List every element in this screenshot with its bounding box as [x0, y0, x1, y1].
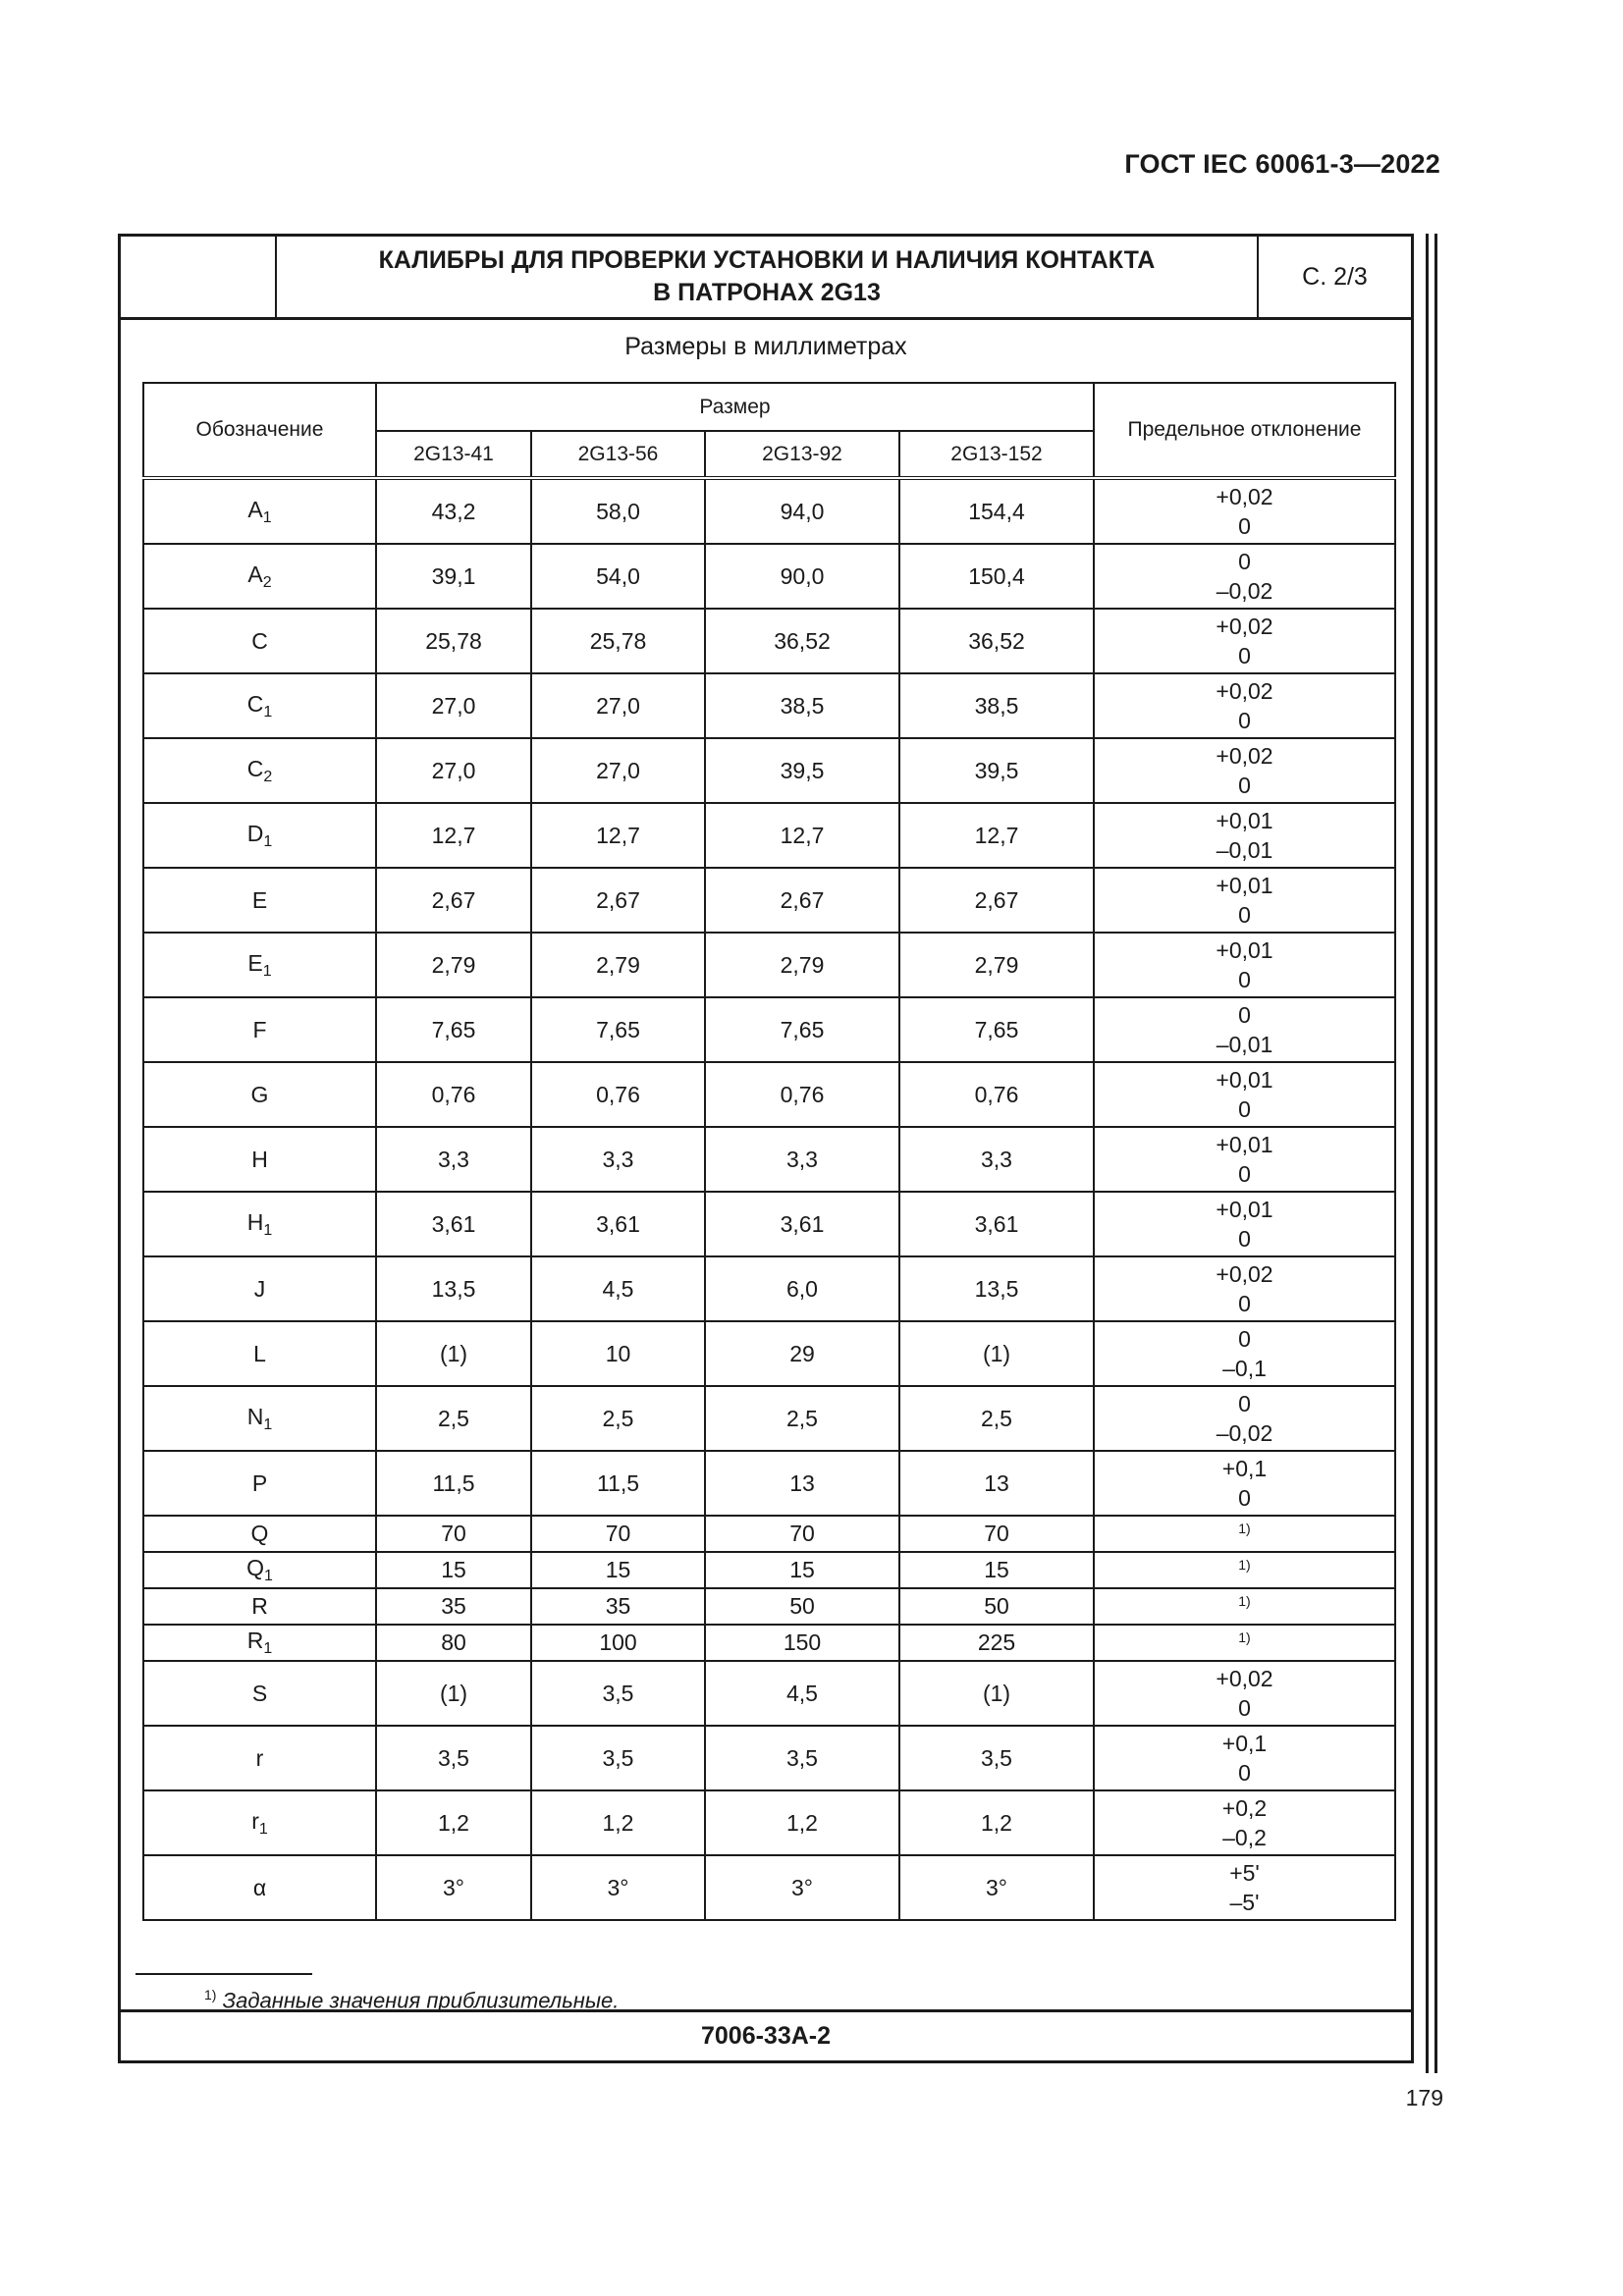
header-blank-cell [121, 237, 277, 317]
table-row [143, 1661, 1395, 1726]
size-value: 15 [705, 1552, 899, 1588]
size-value: 4,5 [531, 1256, 705, 1321]
size-value: 25,78 [376, 609, 531, 673]
tolerance-lower: 0 [1238, 708, 1251, 733]
tolerance [1094, 803, 1395, 868]
size-value: 150,4 [899, 544, 1094, 609]
tolerance-lower: 0 [1238, 1485, 1251, 1511]
designation-subscript: 1 [262, 508, 272, 526]
tolerance-upper: +0,01 [1216, 1067, 1273, 1093]
row-designation [143, 1790, 376, 1855]
tolerance [1094, 1661, 1395, 1726]
tolerance-lower: 0 [1238, 1226, 1251, 1252]
designation-symbol: E [247, 949, 263, 976]
size-value: 7,65 [899, 997, 1094, 1062]
sheet-title-line-1: КАЛИБРЫ ДЛЯ ПРОВЕРКИ УСТАНОВКИ И НАЛИЧИЯ КОНТАКТА [378, 246, 1156, 274]
footnote-ref-mark: 1) [1238, 1629, 1251, 1645]
tolerance-lower: 0 [1238, 1760, 1251, 1786]
designation-symbol: Q [246, 1555, 264, 1580]
sheet-code: 7006-33A-2 [121, 2009, 1411, 2060]
size-value: 27,0 [376, 738, 531, 803]
designation-subscript: 2 [263, 768, 273, 785]
size-value: 3° [705, 1855, 899, 1920]
size-value: 0,76 [376, 1062, 531, 1127]
size-value: 39,5 [899, 738, 1094, 803]
footnote-mark: 1) [204, 1987, 217, 2002]
size-value: 11,5 [531, 1451, 705, 1516]
size-value: 43,2 [376, 478, 531, 544]
size-value: 2,5 [531, 1386, 705, 1451]
size-value: 2,5 [376, 1386, 531, 1451]
row-designation [143, 1855, 376, 1920]
size-value: 3° [899, 1855, 1094, 1920]
designation-symbol: P [251, 1469, 268, 1496]
size-value: 3,5 [531, 1661, 705, 1726]
tolerance-upper: 0 [1238, 549, 1251, 574]
units-note: Размеры в миллиметрах [624, 333, 907, 360]
page-number: 179 [1405, 2085, 1443, 2110]
designation-subscript: 1 [263, 1221, 273, 1239]
tolerance [1094, 1062, 1395, 1127]
size-value: 27,0 [376, 673, 531, 738]
size-value: 100 [531, 1625, 705, 1661]
designation-subscript: 1 [262, 962, 272, 980]
size-value: 2,67 [531, 868, 705, 933]
designation-subscript: 1 [263, 1640, 273, 1657]
tolerance-upper: +0,1 [1221, 1731, 1268, 1756]
size-value: 13 [899, 1451, 1094, 1516]
footnote-rule [135, 1973, 312, 1975]
row-designation [143, 1552, 376, 1588]
size-value: 2,5 [899, 1386, 1094, 1451]
tolerance [1094, 1726, 1395, 1790]
tolerance-footnote-ref [1094, 1625, 1395, 1661]
table-row [143, 1386, 1395, 1451]
size-value: 39,1 [376, 544, 531, 609]
size-value: (1) [376, 1321, 531, 1386]
tolerance-lower: –0,01 [1216, 837, 1273, 863]
size-value: 70 [899, 1516, 1094, 1552]
designation-symbol: C [246, 690, 264, 717]
table-row [143, 1790, 1395, 1855]
designation-symbol: A [247, 496, 263, 522]
tolerance [1094, 673, 1395, 738]
size-value: 27,0 [531, 673, 705, 738]
size-value: 2,67 [376, 868, 531, 933]
table-body [143, 478, 1395, 1920]
size-value: 7,65 [376, 997, 531, 1062]
tolerance [1094, 1192, 1395, 1256]
designation-subscript: 1 [263, 832, 273, 850]
size-value: 3,5 [531, 1726, 705, 1790]
frame-double-line-1 [1426, 234, 1429, 2073]
size-value: 25,78 [531, 609, 705, 673]
row-designation [143, 478, 376, 544]
size-value: 2,67 [899, 868, 1094, 933]
size-value: 90,0 [705, 544, 899, 609]
size-value: 3,61 [899, 1192, 1094, 1256]
table-row [143, 1588, 1395, 1625]
size-value: 38,5 [899, 673, 1094, 738]
size-value: 7,65 [531, 997, 705, 1062]
tolerance [1094, 1386, 1395, 1451]
size-value: 0,76 [531, 1062, 705, 1127]
tolerance-upper: +0,01 [1216, 1132, 1273, 1157]
tolerance-lower: 0 [1238, 773, 1251, 798]
row-designation [143, 1127, 376, 1192]
tolerance-lower: 0 [1238, 1695, 1251, 1721]
size-value: 1,2 [531, 1790, 705, 1855]
tolerance [1094, 609, 1395, 673]
tolerance-lower: –0,2 [1222, 1825, 1267, 1850]
designation-symbol: A [247, 561, 263, 587]
row-designation [143, 803, 376, 868]
tolerance [1094, 1855, 1395, 1920]
size-value: (1) [899, 1321, 1094, 1386]
row-designation [143, 609, 376, 673]
table-row [143, 1625, 1395, 1661]
size-value: 70 [705, 1516, 899, 1552]
size-value: 13,5 [376, 1256, 531, 1321]
size-value: 3,3 [899, 1127, 1094, 1192]
size-value: 2,79 [531, 933, 705, 997]
size-value: 50 [899, 1588, 1094, 1625]
tolerance-upper: +0,02 [1216, 1261, 1273, 1287]
size-value: 15 [899, 1552, 1094, 1588]
designation-subscript: 1 [258, 1820, 268, 1838]
table-row [143, 1726, 1395, 1790]
size-value: 27,0 [531, 738, 705, 803]
row-designation [143, 1661, 376, 1726]
tolerance-upper: +0,01 [1216, 873, 1273, 898]
sheet-number: С. 2/3 [1302, 262, 1368, 291]
size-value: 12,7 [376, 803, 531, 868]
size-value: 2,67 [705, 868, 899, 933]
size-value: 12,7 [531, 803, 705, 868]
tolerance-upper: +5' [1229, 1860, 1260, 1886]
col-header-2g13-152: 2G13-152 [899, 431, 1094, 478]
col-header-2g13-56: 2G13-56 [531, 431, 705, 478]
row-designation [143, 1625, 376, 1661]
size-value: 150 [705, 1625, 899, 1661]
designation-symbol: R [251, 1593, 268, 1619]
size-value: 0,76 [899, 1062, 1094, 1127]
size-value: 2,5 [705, 1386, 899, 1451]
designation-subscript: 2 [262, 573, 272, 591]
tolerance-lower: –5' [1229, 1890, 1260, 1915]
tolerance-footnote-ref [1094, 1588, 1395, 1625]
size-value: 94,0 [705, 478, 899, 544]
col-header-size: Размер [376, 383, 1094, 431]
size-value: 54,0 [531, 544, 705, 609]
table-row [143, 1855, 1395, 1920]
size-value: 35 [531, 1588, 705, 1625]
size-value: 1,2 [899, 1790, 1094, 1855]
designation-symbol: H [251, 1146, 268, 1172]
tolerance [1094, 997, 1395, 1062]
tolerance-lower: 0 [1238, 513, 1251, 539]
size-value: 7,65 [705, 997, 899, 1062]
size-value: 3° [531, 1855, 705, 1920]
row-designation [143, 1256, 376, 1321]
designation-symbol: S [251, 1680, 268, 1706]
sheet-frame [118, 234, 1414, 2063]
tolerance-upper: +0,02 [1216, 614, 1273, 639]
size-value: 6,0 [705, 1256, 899, 1321]
designation-symbol: G [250, 1081, 269, 1107]
size-value: 36,52 [705, 609, 899, 673]
size-value: 70 [531, 1516, 705, 1552]
tolerance [1094, 868, 1395, 933]
sheet-title [277, 237, 1259, 317]
tolerance-footnote-ref [1094, 1552, 1395, 1588]
tolerance-lower: –0,01 [1216, 1032, 1273, 1057]
size-value: 3,61 [531, 1192, 705, 1256]
designation-symbol: F [252, 1016, 267, 1042]
tolerance-upper: +0,02 [1216, 484, 1273, 509]
tolerance-upper: 0 [1238, 1326, 1251, 1352]
size-value: 0,76 [705, 1062, 899, 1127]
designation-symbol: α [252, 1874, 267, 1900]
sheet-header [121, 237, 1411, 320]
size-value: 3,3 [531, 1127, 705, 1192]
tolerance-lower: 0 [1238, 643, 1251, 668]
tolerance-upper: 0 [1238, 1391, 1251, 1416]
footnote-ref-mark: 1) [1238, 1592, 1251, 1609]
size-value: 35 [376, 1588, 531, 1625]
sheet-title-line-2: В ПАТРОНАХ 2G13 [653, 279, 881, 306]
designation-symbol: C [251, 627, 268, 654]
tolerance-upper: +0,2 [1221, 1795, 1268, 1821]
size-value: 2,79 [899, 933, 1094, 997]
table-row [143, 997, 1395, 1062]
designation-symbol: Q [250, 1521, 269, 1546]
row-designation [143, 1516, 376, 1552]
tolerance [1094, 1451, 1395, 1516]
row-designation [143, 738, 376, 803]
size-value: 1,2 [705, 1790, 899, 1855]
size-value: 2,79 [705, 933, 899, 997]
row-designation [143, 1451, 376, 1516]
row-designation [143, 868, 376, 933]
tolerance [1094, 1127, 1395, 1192]
designation-symbol: H [246, 1208, 264, 1235]
designation-symbol: r [251, 1807, 259, 1834]
row-designation [143, 1386, 376, 1451]
designation-symbol: R [246, 1628, 264, 1653]
footnote-text: Заданные значения приблизительные. [222, 1988, 620, 2013]
col-header-designation: Обозначение [143, 383, 376, 478]
tolerance-upper: +0,1 [1221, 1456, 1268, 1481]
size-value: 50 [705, 1588, 899, 1625]
tolerance-upper: +0,01 [1216, 1197, 1273, 1222]
size-value: 2,79 [376, 933, 531, 997]
tolerance-upper: +0,02 [1216, 1666, 1273, 1691]
tolerance-lower: –0,02 [1216, 578, 1273, 604]
size-value: 3,61 [376, 1192, 531, 1256]
tolerance-lower: –0,1 [1222, 1356, 1267, 1381]
table-row [143, 609, 1395, 673]
tolerance [1094, 933, 1395, 997]
row-designation [143, 1321, 376, 1386]
table-row [143, 1516, 1395, 1552]
tolerance-lower: 0 [1238, 1161, 1251, 1187]
size-value: 3,5 [899, 1726, 1094, 1790]
tolerance-lower: 0 [1238, 1096, 1251, 1122]
size-value: 39,5 [705, 738, 899, 803]
size-value: 70 [376, 1516, 531, 1552]
size-value: 38,5 [705, 673, 899, 738]
designation-symbol: E [251, 886, 268, 913]
size-value: 12,7 [705, 803, 899, 868]
col-header-tolerance: Предельное отклонение [1094, 383, 1395, 478]
designation-symbol: C [246, 755, 264, 781]
row-designation [143, 1588, 376, 1625]
standard-code: ГОСТ IEC 60061-3—2022 [1124, 149, 1440, 179]
tolerance [1094, 544, 1395, 609]
tolerance-lower: –0,02 [1216, 1420, 1273, 1446]
size-value: 3° [376, 1855, 531, 1920]
col-header-2g13-92: 2G13-92 [705, 431, 899, 478]
size-value: 58,0 [531, 478, 705, 544]
size-value: 10 [531, 1321, 705, 1386]
row-designation [143, 673, 376, 738]
size-value: 15 [376, 1552, 531, 1588]
size-value: (1) [899, 1661, 1094, 1726]
tolerance-upper: +0,02 [1216, 678, 1273, 704]
table-row [143, 1256, 1395, 1321]
size-value: 225 [899, 1625, 1094, 1661]
size-value: 11,5 [376, 1451, 531, 1516]
tolerance-upper: +0,02 [1216, 743, 1273, 769]
size-value: 3,3 [705, 1127, 899, 1192]
size-value: (1) [376, 1661, 531, 1726]
size-value: 3,5 [376, 1726, 531, 1790]
tolerance-lower: 0 [1238, 1291, 1251, 1316]
frame-double-line-2 [1434, 234, 1437, 2073]
tolerance-upper: +0,01 [1216, 937, 1273, 963]
size-value: 3,3 [376, 1127, 531, 1192]
size-value: 15 [531, 1552, 705, 1588]
size-value: 13 [705, 1451, 899, 1516]
designation-symbol: D [246, 820, 264, 846]
tolerance [1094, 1790, 1395, 1855]
row-designation [143, 1726, 376, 1790]
size-value: 12,7 [899, 803, 1094, 868]
table-row [143, 544, 1395, 609]
dimensions-table [142, 382, 1396, 1921]
designation-symbol: J [253, 1275, 266, 1302]
table-row [143, 478, 1395, 544]
row-designation [143, 933, 376, 997]
size-value: 3,61 [705, 1192, 899, 1256]
table-row [143, 1127, 1395, 1192]
table-row [143, 803, 1395, 868]
size-value: 36,52 [899, 609, 1094, 673]
tolerance-lower: 0 [1238, 902, 1251, 928]
tolerance [1094, 1321, 1395, 1386]
designation-subscript: 1 [263, 703, 273, 721]
designation-symbol: N [246, 1403, 264, 1429]
col-header-2g13-41: 2G13-41 [376, 431, 531, 478]
size-value: 154,4 [899, 478, 1094, 544]
size-value: 80 [376, 1625, 531, 1661]
size-value: 3,5 [705, 1726, 899, 1790]
size-value: 4,5 [705, 1661, 899, 1726]
row-designation [143, 1062, 376, 1127]
designation-subscript: 1 [263, 1568, 273, 1584]
table-row [143, 738, 1395, 803]
designation-symbol: r [255, 1744, 264, 1771]
footnote-ref-mark: 1) [1238, 1556, 1251, 1573]
tolerance-upper: +0,01 [1216, 808, 1273, 833]
table-row [143, 673, 1395, 738]
table-row [143, 868, 1395, 933]
table-row [143, 1192, 1395, 1256]
table-row [143, 1321, 1395, 1386]
tolerance-footnote-ref [1094, 1516, 1395, 1552]
size-value: 13,5 [899, 1256, 1094, 1321]
row-designation [143, 1192, 376, 1256]
table-row [143, 1552, 1395, 1588]
size-value: 1,2 [376, 1790, 531, 1855]
row-designation [143, 997, 376, 1062]
size-value: 29 [705, 1321, 899, 1386]
tolerance [1094, 1256, 1395, 1321]
designation-symbol: L [253, 1340, 266, 1366]
row-designation [143, 544, 376, 609]
footnote-ref-mark: 1) [1238, 1520, 1251, 1536]
tolerance-lower: 0 [1238, 967, 1251, 992]
designation-subscript: 1 [263, 1415, 273, 1433]
table-row [143, 1451, 1395, 1516]
table-row [143, 933, 1395, 997]
table-row [143, 1062, 1395, 1127]
tolerance-upper: 0 [1238, 1002, 1251, 1028]
tolerance [1094, 738, 1395, 803]
tolerance [1094, 478, 1395, 544]
